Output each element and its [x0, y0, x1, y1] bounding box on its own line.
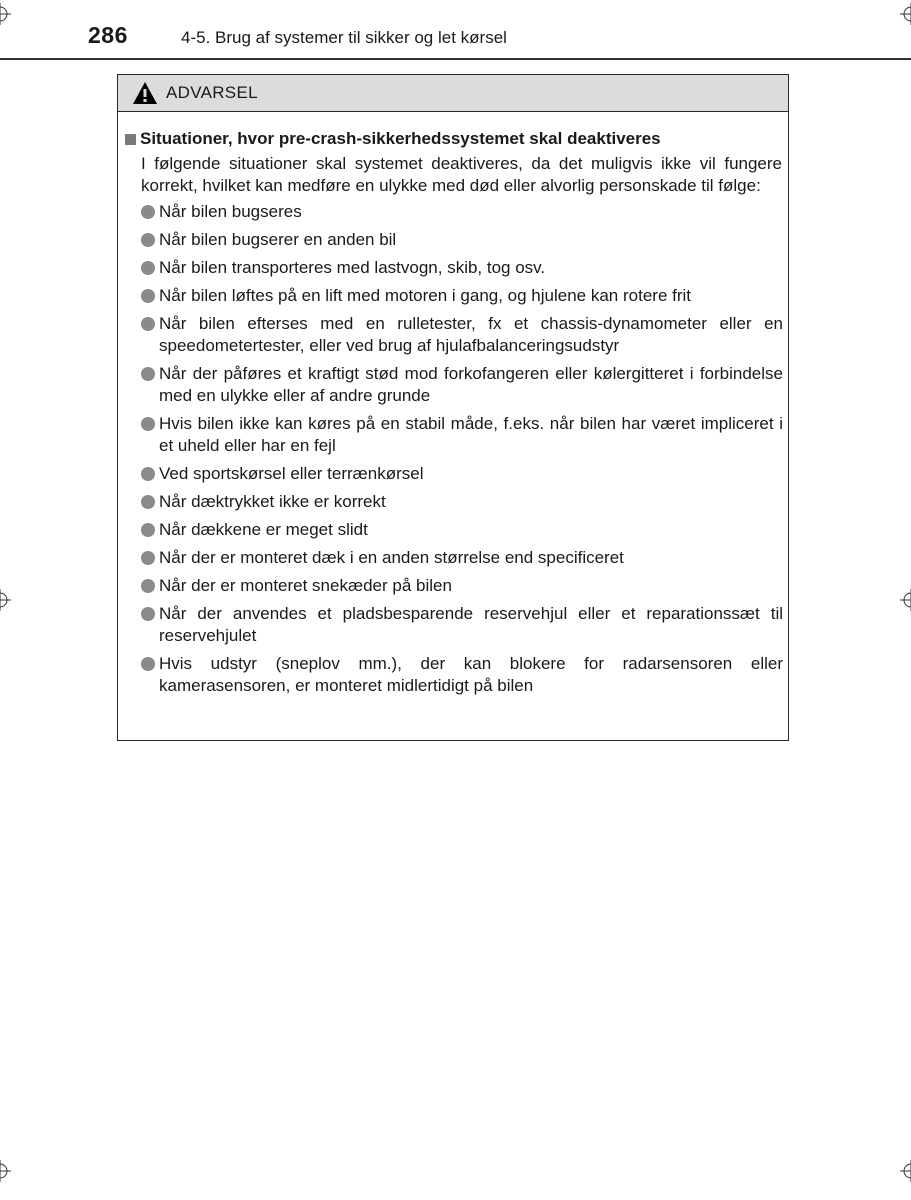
list-item [125, 201, 783, 223]
list-item-text: Hvis bilen ikke kan køres på en stabil måde, f.eks. når bilen har været impliceret i et uheld eller har en fejl [159, 414, 783, 455]
list-item [125, 463, 783, 485]
registration-mark-icon [900, 3, 911, 25]
bullet-dot-icon [141, 233, 155, 247]
warning-subheading [125, 128, 781, 150]
bullet-dot-icon [141, 367, 155, 381]
list-item-text: Når bilen bugseres [159, 202, 302, 221]
list-item [125, 257, 783, 279]
registration-mark-icon [900, 1160, 911, 1182]
list-item-text: Når bilen transporteres med lastvogn, skib, tog osv. [159, 258, 546, 277]
bullet-dot-icon [141, 317, 155, 331]
list-item-text: Når der påføres et kraftigt stød mod forkofangeren eller kølergitteret i forbindelse med en ulykke eller af andre grunde [159, 364, 783, 405]
page-number: 286 [88, 22, 128, 48]
list-item-text: Når der anvendes et pladsbesparende reservehjul eller et reparationssæt til reservehjulet [159, 604, 783, 645]
warning-box [117, 74, 789, 741]
bullet-dot-icon [141, 551, 155, 565]
list-item-text: Når bilen bugserer en anden bil [159, 230, 397, 249]
list-item [125, 547, 783, 569]
list-item [125, 229, 783, 251]
bullet-dot-icon [141, 607, 155, 621]
list-item-text: Ved sportskørsel eller terrænkørsel [159, 464, 424, 483]
list-item-text: Når der er monteret dæk i en anden størrelse end specificeret [159, 548, 624, 567]
list-item-text: Når bilen løftes på en lift med motoren i gang, og hjulene kan rotere frit [159, 286, 692, 305]
list-item-text: Hvis udstyr (sneplov mm.), der kan blokere for radarsensoren eller kamerasensoren, er monteret midlertidigt på bilen [159, 654, 783, 695]
list-item-text: Når der er monteret snekæder på bilen [159, 576, 452, 595]
bullet-dot-icon [141, 657, 155, 671]
subheading-text: Situationer, hvor pre-crash-sikkerhedssystemet skal deaktiveres [140, 129, 661, 148]
bullet-dot-icon [141, 205, 155, 219]
bullet-list [125, 201, 781, 697]
bullet-dot-icon [141, 495, 155, 509]
list-item [125, 363, 783, 407]
list-item [125, 519, 783, 541]
registration-mark-icon [0, 589, 11, 611]
warning-label: ADVARSEL [166, 83, 258, 102]
section-title: 4-5. Brug af systemer til sikker og let kørsel [181, 28, 507, 47]
list-item-text: Når bilen efterses med en rulletester, fx et chassis-dynamometer eller en speedometertester, eller ved brug af hjulafbalanceringsudstyr [159, 314, 783, 355]
bullet-dot-icon [141, 417, 155, 431]
registration-mark-icon [0, 1160, 11, 1182]
bullet-dot-icon [141, 261, 155, 275]
list-item-text: Når dæktrykket ikke er korrekt [159, 492, 386, 511]
list-item [125, 413, 783, 457]
registration-mark-icon [900, 589, 911, 611]
warning-triangle-icon [132, 81, 158, 105]
bullet-dot-icon [141, 523, 155, 537]
intro-paragraph: I følgende situationer skal systemet deaktiveres, da det muligvis ikke vil fungere korrekt, hvilket kan medføre en ulykke med død eller alvorlig personskade til følge: [141, 154, 782, 195]
list-item-text: Når dækkene er meget slidt [159, 520, 368, 539]
warning-content [125, 128, 781, 703]
header-rule [0, 58, 911, 60]
warning-header [118, 75, 788, 112]
list-item [125, 653, 783, 697]
list-item [125, 313, 783, 357]
bullet-dot-icon [141, 579, 155, 593]
bullet-dot-icon [141, 467, 155, 481]
list-item [125, 285, 783, 307]
list-item [125, 603, 783, 647]
bullet-dot-icon [141, 289, 155, 303]
list-item [125, 575, 783, 597]
list-item [125, 491, 783, 513]
registration-mark-icon [0, 3, 11, 25]
square-bullet-icon [125, 134, 136, 145]
